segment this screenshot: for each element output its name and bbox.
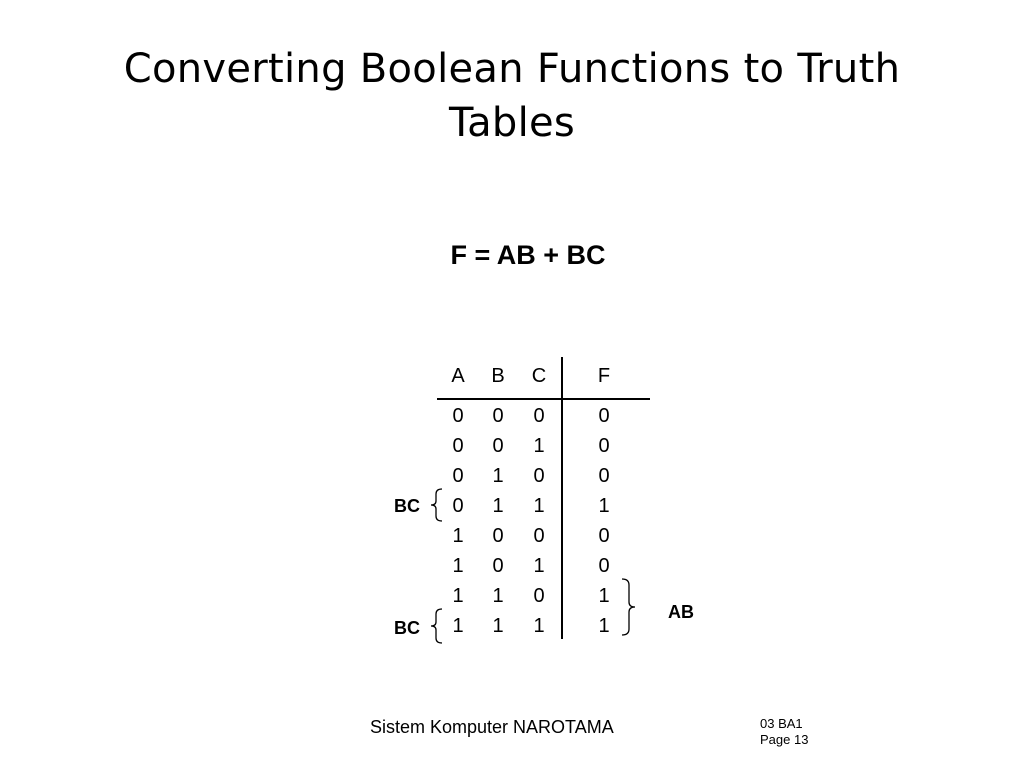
table-cell: 0 bbox=[598, 525, 610, 547]
table-cell: 1 bbox=[492, 495, 504, 517]
table-cell: 0 bbox=[533, 465, 545, 487]
footer-slide-info bbox=[760, 716, 808, 748]
footer-page-number: Page 13 bbox=[760, 732, 809, 747]
table-cell: 1 bbox=[492, 465, 504, 487]
table-cell: 1 bbox=[598, 495, 610, 517]
table-cell: 1 bbox=[452, 585, 464, 607]
table-cell: 0 bbox=[452, 495, 464, 517]
table-cell: 0 bbox=[492, 405, 504, 427]
annotation-bc-label: BC bbox=[394, 618, 420, 638]
table-cell: 0 bbox=[452, 435, 464, 457]
table-cell: 1 bbox=[452, 555, 464, 577]
table-cell: 1 bbox=[533, 495, 545, 517]
table-cell: 0 bbox=[492, 435, 504, 457]
table-header-a: A bbox=[451, 365, 465, 387]
table-cell: 1 bbox=[492, 615, 504, 637]
table-cell: 0 bbox=[533, 525, 545, 547]
boolean-formula: F = AB + BC bbox=[450, 240, 606, 270]
right-brace-icon bbox=[620, 578, 636, 636]
table-cell: 0 bbox=[533, 585, 545, 607]
table-cell: 1 bbox=[598, 585, 610, 607]
footer-course-name: Sistem Komputer NAROTAMA bbox=[370, 717, 614, 737]
table-cell: 0 bbox=[533, 405, 545, 427]
table-cell: 1 bbox=[598, 615, 610, 637]
table-cell: 1 bbox=[533, 615, 545, 637]
table-header-b: B bbox=[491, 365, 505, 387]
table-cell: 1 bbox=[452, 615, 464, 637]
table-cell: 0 bbox=[492, 555, 504, 577]
table-cell: 0 bbox=[492, 525, 504, 547]
table-header-f: F bbox=[597, 365, 611, 387]
table-output-divider bbox=[561, 357, 563, 639]
annotation-bc-label: BC bbox=[394, 496, 420, 516]
table-cell: 0 bbox=[598, 435, 610, 457]
table-header-c: C bbox=[531, 365, 547, 387]
table-cell: 1 bbox=[452, 525, 464, 547]
table-cell: 1 bbox=[492, 585, 504, 607]
table-header-divider bbox=[437, 398, 650, 400]
table-cell: 1 bbox=[533, 555, 545, 577]
table-cell: 0 bbox=[598, 465, 610, 487]
left-brace-icon bbox=[430, 608, 444, 644]
table-cell: 0 bbox=[598, 405, 610, 427]
slide-title: Converting Boolean Functions to Truth Tables bbox=[123, 46, 901, 146]
footer-code: 03 BA1 bbox=[760, 716, 803, 731]
table-cell: 0 bbox=[452, 465, 464, 487]
left-brace-icon bbox=[430, 488, 444, 522]
annotation-ab-label: AB bbox=[668, 602, 694, 622]
table-cell: 0 bbox=[452, 405, 464, 427]
table-cell: 1 bbox=[533, 435, 545, 457]
table-cell: 0 bbox=[598, 555, 610, 577]
